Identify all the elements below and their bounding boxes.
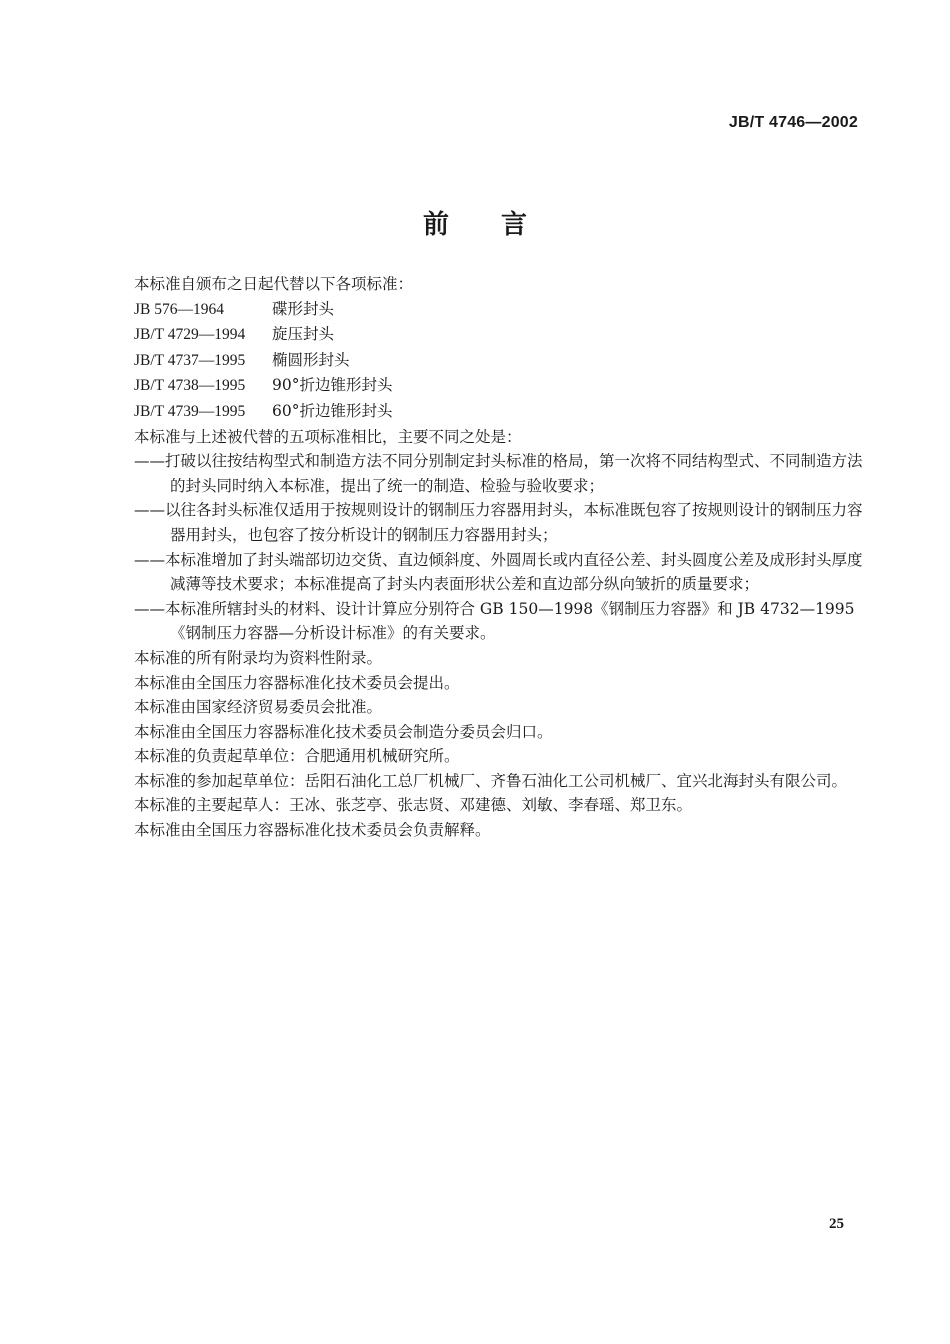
replaced-standard-name: 碟形封头 — [272, 299, 335, 318]
participating-units-statement: 本标准的参加起草单位：岳阳石油化工总厂机械厂、齐鲁石油化工公司机械厂、宜兴北海封头有限公司。 — [134, 771, 848, 790]
difference-item: ——本标准所辖封头的材料、设计计算应分别符合 GB 150—1998《钢制压力容器》和 JB 4732—1995《钢制压力容器—分析设计标准》的有关要求。 — [134, 599, 855, 643]
approved-by-statement: 本标准由国家经济贸易委员会批准。 — [134, 698, 383, 717]
replaced-standard-row — [100, 348, 870, 374]
drafting-unit-statement: 本标准的负责起草单位：合肥通用机械研究所。 — [134, 747, 460, 766]
preface-body — [100, 272, 870, 843]
replaced-standard-code: JB/T 4737—1995 — [134, 351, 246, 369]
replaced-standard-name: 60°折边锥形封头 — [272, 401, 393, 420]
replaced-standard-row — [100, 297, 870, 323]
replaced-standard-name: 旋压封头 — [272, 325, 335, 344]
difference-item: ——本标准增加了封头端部切边交货、直边倾斜度、外圆周长或内直径公差、封头圆度公差及成形封头厚度减薄等技术要求；本标准提高了封头内表面形状公差和直边部分纵向皱折的质量要求； — [134, 550, 863, 594]
replaced-standard-code: JB 576—1964 — [134, 300, 224, 318]
replaced-standard-code: JB/T 4729—1994 — [134, 326, 246, 344]
replaced-standard-row — [100, 399, 870, 425]
drafters-statement: 本标准的主要起草人：王冰、张芝亭、张志贤、邓建德、刘敏、李春瑶、郑卫东。 — [134, 796, 693, 815]
replaced-standard-code: JB/T 4738—1995 — [134, 377, 246, 395]
appendix-statement: 本标准的所有附录均为资料性附录。 — [134, 648, 383, 667]
difference-item: ——以往各封头标准仅适用于按规则设计的钢制压力容器用封头，本标准既包容了按规则设计的钢制压力容器用封头，也包容了按分析设计的钢制压力容器用封头； — [134, 501, 863, 544]
intro-paragraph: 本标准自颁布之日起代替以下各项标准： — [134, 275, 414, 293]
differences-intro: 本标准与上述被代替的五项标准相比，主要不同之处是： — [134, 427, 522, 446]
difference-item: ——打破以往按结构型式和制造方法不同分别制定封头标准的格局，第一次将不同结构型式、不同制造方法的封头同时纳入本标准，提出了统一的制造、检验与验收要求； — [134, 452, 863, 495]
managed-by-statement: 本标准由全国压力容器标准化技术委员会制造分委员会归口。 — [134, 722, 553, 741]
replaced-standard-name: 椭圆形封头 — [272, 350, 350, 369]
proposed-by-statement: 本标准由全国压力容器标准化技术委员会提出。 — [134, 673, 460, 692]
replaced-standard-code: JB/T 4739—1995 — [134, 402, 246, 420]
page-number: 25 — [829, 1216, 844, 1232]
standard-code-header: JB/T 4746—2002 — [728, 114, 858, 131]
replaced-standard-row — [100, 373, 870, 399]
interpretation-statement: 本标准由全国压力容器标准化技术委员会负责解释。 — [134, 821, 491, 840]
page-title: 前言 — [422, 210, 579, 240]
replaced-standard-row — [100, 322, 870, 348]
replaced-standard-name: 90°折边锥形封头 — [272, 376, 393, 395]
